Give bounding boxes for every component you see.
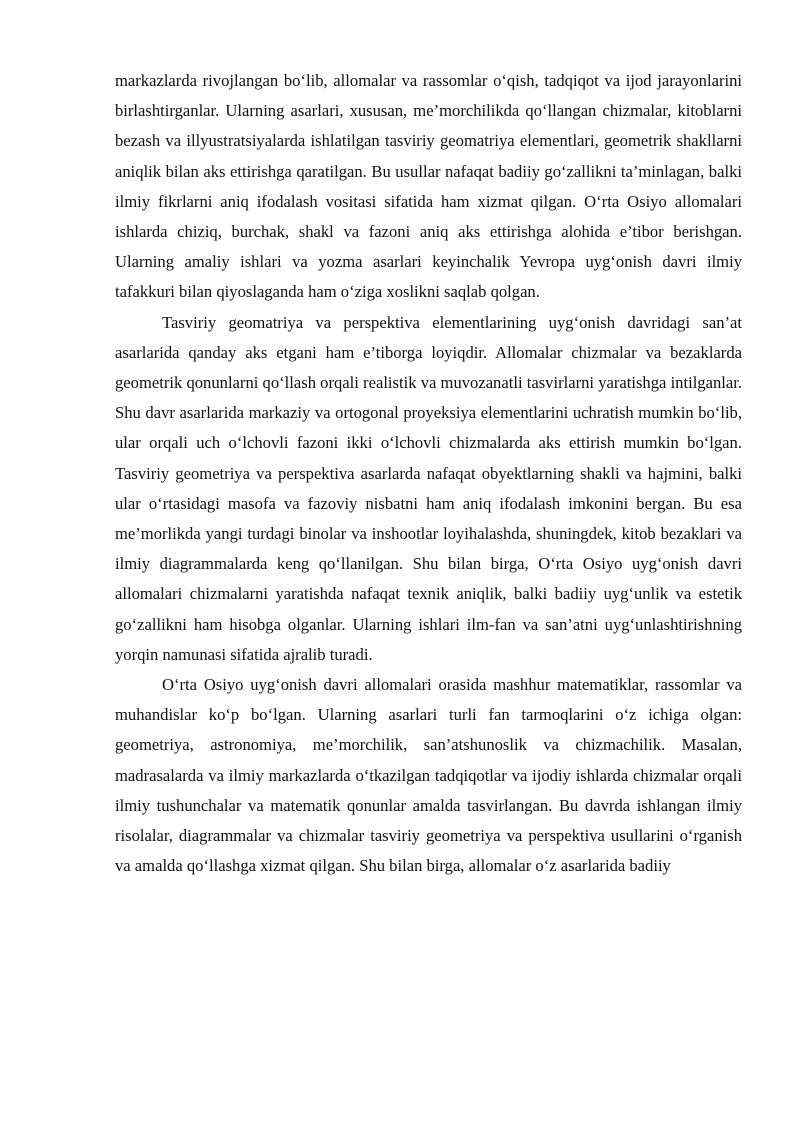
paragraph-perspective: Tasviriy geomatriya va perspektiva elementlarining uyg‘onish davridagi san’at asarlarida qanday aks etgani ham e’tiborga loyiqdir. Allomalar chizmalar va bezaklarda geometrik qonunlarni qo‘llash orqali realistik va muvozanatli tasvirlarni yaratishga intilganlar. Shu davr asarlarida markaziy va ortogonal proyeksiya elementlarini uchratish mumkin bo‘lib, ular orqali uch o‘lchovli fazoni ikki o‘lchovli chizmalarda aks ettirish mumkin bo‘lgan. Tasviriy geometriya va perspektiva asarlarda nafaqat obyektlarning shakli va hajmini, balki ular o‘rtasidagi masofa va fazoviy nisbatni ham aniq ifodalash imkonini bergan. Bu esa me’morlikda yangi turdagi binolar va inshootlar loyihalashda, shuningdek, kitob bezaklari va ilmiy diagrammalarda keng qo‘llanilgan. Shu bilan birga, O‘rta Osiyo uyg‘onish davri allomalari chizmalarni yaratishda nafaqat texnik aniqlik, balki badiiy uyg‘unlik va estetik go‘zallikni ham hisobga olganlar. Ularning ishlari ilm-fan va san’atni uyg‘unlashtirishning yorqin namunasi sifatida ajralib turadi. — [115, 312, 742, 664]
document-page — [115, 66, 742, 881]
paragraph-scholars: O‘rta Osiyo uyg‘onish davri allomalari orasida mashhur matematiklar, rassomlar va muhandislar ko‘p bo‘lgan. Ularning asarlari turli fan tarmoqlarini o‘z ichiga olgan: geometriya, astronomiya, me’morchilik, san’atshunoslik va chizmachilik. Masalan, madrasalarda va ilmiy markazlarda o‘tkazilgan tadqiqotlar va ijodiy ishlarda chizmalar orqali ilmiy tushunchalar va matematik qonunlar amalda tasvirlangan. Bu davrda ishlangan ilmiy risolalar, diagrammalar va chizmalar tasviriy geometriya va perspektiva usullarini o‘rganish va amalda qo‘llashga xizmat qilgan. Shu bilan birga, allomalar o‘z asarlarida badiiy — [115, 675, 742, 876]
paragraph-continuation: markazlarda rivojlangan bo‘lib, allomalar va rassomlar o‘qish, tadqiqot va ijod jarayonlarini birlashtirganlar. Ularning asarlari, xususan, me’morchilikda qo‘llangan chizmalar, kitoblarni bezash va illyustratsiyalarda ishlatilgan tasviriy geomatriya elementlari, geometrik shakllarni aniqlik bilan aks ettirishga qaratilgan. Bu usullar nafaqat badiiy go‘zallikni ta’minlagan, balki ilmiy fikrlarni aniq ifodalash vositasi sifatida ham xizmat qilgan. O‘rta Osiyo allomalari ishlarda chiziq, burchak, shakl va fazoni aniq aks ettirishga alohida e’tibor berishgan. Ularning amaliy ishlari va yozma asarlari keyinchalik Yevropa uyg‘onish davri ilmiy tafakkuri bilan qiyoslaganda ham o‘ziga xoslikni saqlab qolgan. — [115, 71, 742, 302]
